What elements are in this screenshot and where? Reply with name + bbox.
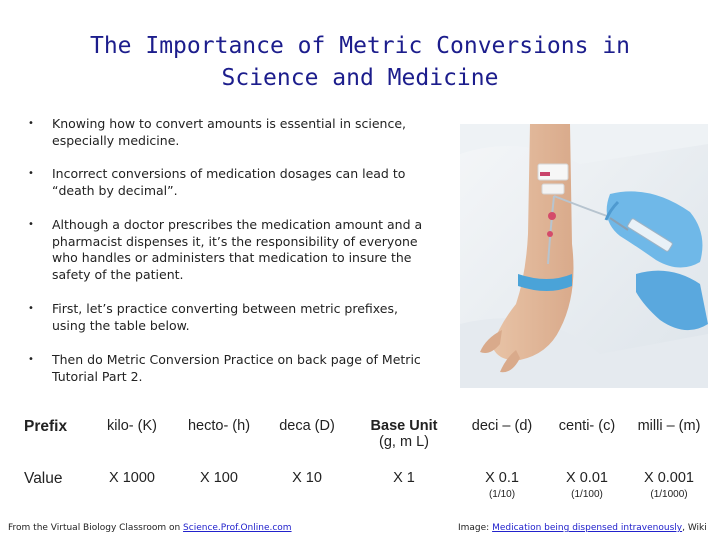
value-deca: X 10 (292, 470, 322, 486)
bullet-item (28, 352, 433, 385)
image-credit-text: Image: (458, 523, 493, 533)
metric-prefix-table (14, 410, 710, 510)
value-hecto: X 100 (200, 470, 238, 486)
bullet-item (28, 217, 433, 283)
bullet-dot-icon: • (28, 168, 34, 179)
page-title (60, 30, 660, 94)
value-centi-main: X 0.01 (566, 470, 608, 486)
bullet-dot-icon: • (28, 303, 34, 314)
footer-credit (8, 523, 292, 533)
value-deci (458, 466, 546, 510)
value-kilo: X 1000 (109, 470, 155, 486)
science-prof-online-link[interactable]: Science.Prof.Online.com (183, 523, 292, 533)
base-unit-label: Base Unit (370, 418, 438, 434)
bullet-text: Knowing how to convert amounts is essential in science, especially medicine. (52, 116, 406, 148)
cell-kilo: kilo- (K) (107, 418, 157, 434)
image-credit (458, 523, 718, 533)
iv-medication-icon (460, 124, 708, 388)
value-centi-fraction: (1/100) (571, 489, 603, 500)
base-unit-examples: (g, m L) (379, 434, 429, 450)
bullet-text: Incorrect conversions of medication dosages can lead to “death by decimal”. (52, 166, 406, 198)
value-milli-main: X 0.001 (644, 470, 694, 486)
value-milli-fraction: (1/1000) (650, 489, 688, 500)
title-line-1: The Importance of Metric Conversions in (89, 33, 631, 59)
image-source-link[interactable]: Medication being dispensed intravenously (492, 523, 683, 533)
value-centi (546, 466, 628, 510)
bullet-list (28, 116, 433, 385)
value-deci-fraction: (1/10) (488, 489, 516, 500)
bullet-dot-icon: • (28, 219, 34, 230)
iv-medication-photo (460, 124, 708, 388)
table-row (14, 466, 710, 510)
bullet-text: First, let’s practice converting between metric prefixes, using the table below. (52, 301, 398, 333)
row-header-value: Value (24, 470, 63, 487)
value-deci-main: X 0.1 (485, 470, 519, 486)
cell-hecto: hecto- (h) (187, 418, 251, 434)
cell-milli: milli – (m) (637, 418, 701, 434)
footer-credit-text: From the Virtual Biology Classroom on (8, 523, 184, 533)
bullet-dot-icon: • (28, 354, 34, 365)
cell-centi: centi- (c) (558, 418, 616, 434)
bullet-item (28, 301, 433, 334)
bullet-text: Then do Metric Conversion Practice on back page of Metric Tutorial Part 2. (52, 352, 421, 384)
value-milli (628, 466, 710, 510)
cell-deca: deca (D) (279, 418, 335, 434)
title-line-2: Science and Medicine (221, 65, 499, 91)
bullet-item (28, 166, 433, 199)
bullet-item (28, 116, 433, 149)
table-row (14, 410, 710, 466)
bullet-text: Although a doctor prescribes the medication amount and a pharmacist dispenses it, it’s the responsibility of everyone who handles or administers that medication to insure the safety of the patient. (52, 217, 423, 282)
cell-base-unit (350, 410, 458, 466)
value-base: X 1 (393, 470, 415, 486)
image-credit-suffix: , Wiki (682, 523, 707, 533)
row-header-prefix: Prefix (24, 418, 68, 435)
cell-deci: deci – (d) (471, 418, 533, 434)
bullet-dot-icon: • (28, 118, 34, 129)
